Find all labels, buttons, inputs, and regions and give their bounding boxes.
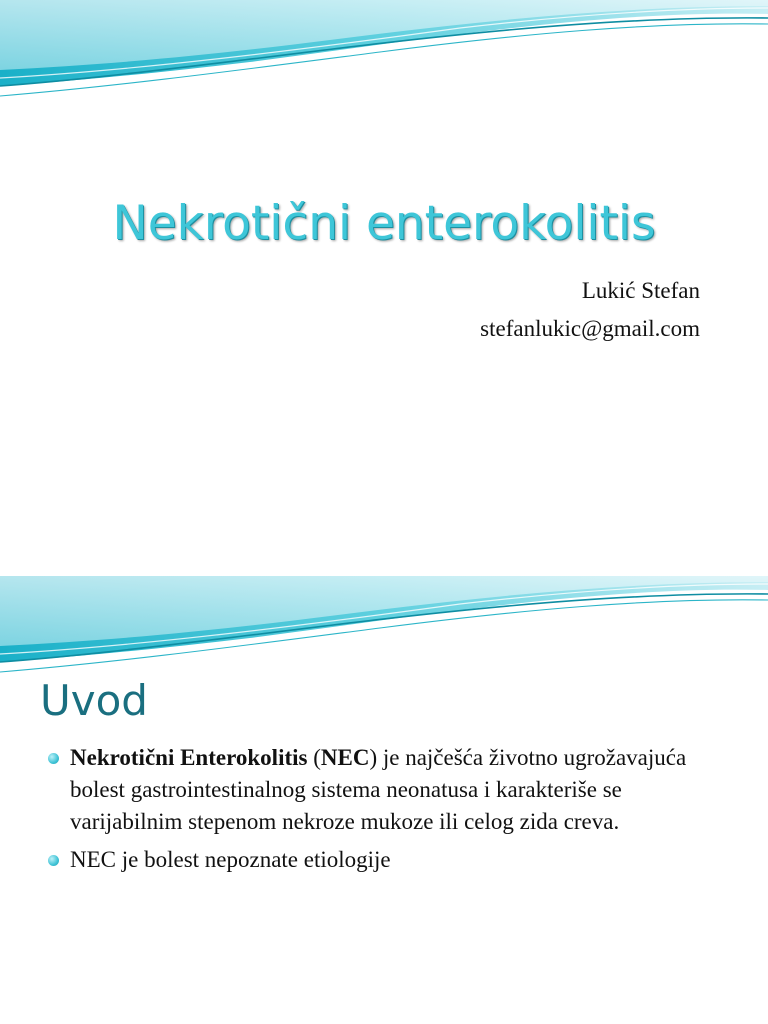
- term-paren: (: [307, 745, 321, 770]
- slide-title: Nekrotični enterokolitis: [112, 196, 656, 251]
- abbr-bold: NEC: [320, 745, 370, 770]
- header-wave-decoration: [0, 0, 768, 110]
- bullet-item: [48, 742, 738, 838]
- header-wave-decoration: [0, 576, 768, 686]
- bullet-list: [48, 742, 738, 882]
- term-bold: Nekrotični Enterokolitis: [70, 745, 308, 770]
- author-name: Lukić Stefan: [581, 278, 700, 303]
- bullet-item: [48, 844, 738, 876]
- slide-title: Uvod: [40, 676, 148, 725]
- author-email: stefanlukic@gmail.com: [480, 316, 700, 341]
- bullet-dot-icon: [48, 753, 59, 764]
- bullet-text: ) je najčešća životno ugrožavajuća bolest gastrointestinalnog sistema neonatusa i karakteriše se varijabilnim stepenom nekroze mukoze ili celog zida creva.: [70, 745, 687, 834]
- bullet-text: NEC je bolest nepoznate etiologije: [70, 847, 391, 872]
- intro-slide: [0, 576, 768, 1024]
- bullet-dot-icon: [48, 855, 59, 866]
